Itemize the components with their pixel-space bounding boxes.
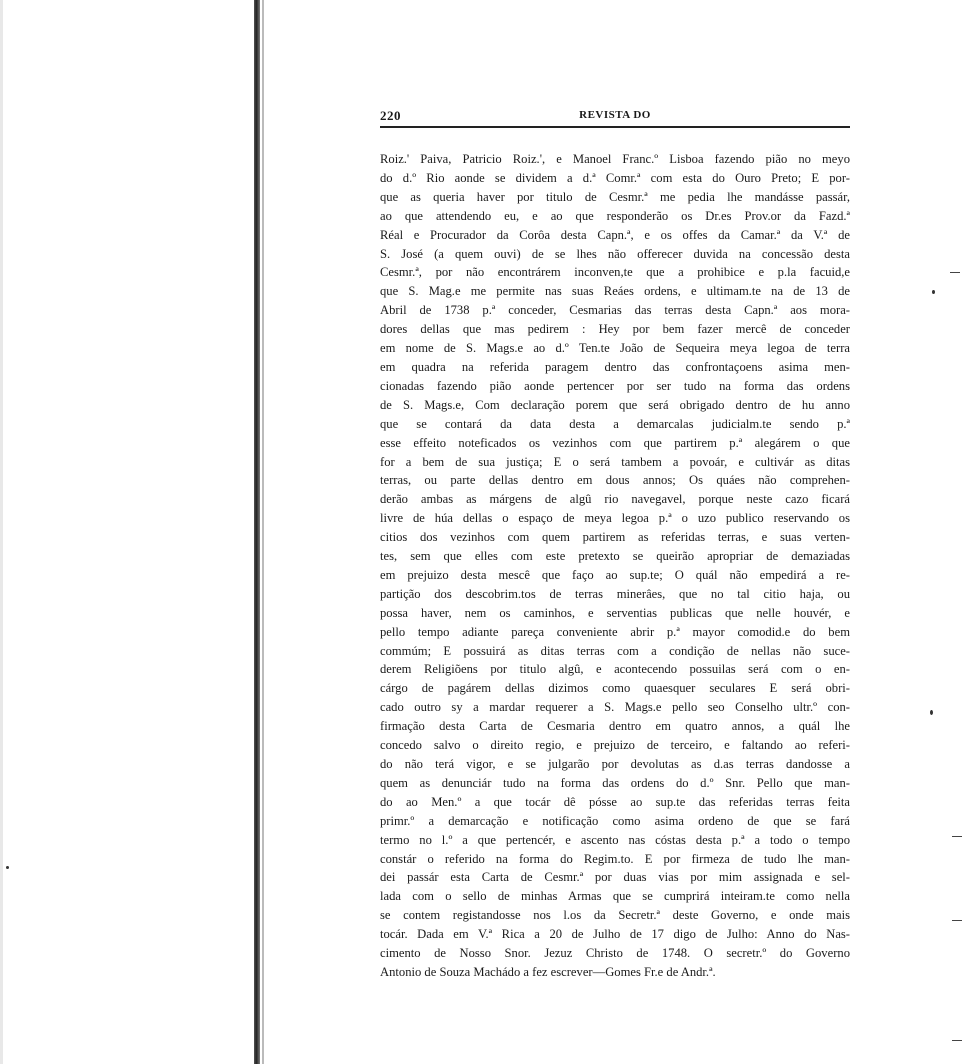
text-line: do ao Men.º a que tocár dê pósse ao sup.te das referidas terras feita: [380, 794, 850, 809]
text-line: lada com o sello de minhas Armas que se cumprirá inteiram.te como nella: [380, 889, 850, 904]
text-line: derem Religiõens por titulo algû, e acontecendo possuilas será com o en-: [380, 662, 850, 677]
document-page: [380, 108, 850, 982]
text-line: se contem registandosse nos l.os da Secretr.ª deste Governo, e onde mais: [380, 908, 850, 923]
text-line: termo no l.º a que pertencér, e ascento nas cóstas desta p.ª a todo o tempo: [380, 832, 850, 847]
text-line: concedo salvo o direito regio, e prejuizo de terceiro, e faltando ao referi-: [380, 738, 850, 753]
text-line: que S. Mag.e me permite nas suas Reáes ordens, e ultimam.te na de 13 de: [380, 284, 850, 299]
page-left-edge: [0, 0, 3, 1064]
book-gutter-shadow: [254, 0, 260, 1064]
text-line: cionadas fazendo pião aonde pertencer por ser tudo na forma das ordens: [380, 378, 850, 393]
text-line: possa haver, nem os caminhos, e serventias publicas que nelle houvér, e: [380, 605, 850, 620]
text-line: partição dos descobrim.tos de terras minerâes, que no tal citio haja, ou: [380, 586, 850, 601]
text-line: do d.º Rio aonde se dividem a d.ª Comr.ª com esta do Ouro Preto; E por-: [380, 170, 850, 185]
text-line: de S. Mags.e, Com declaração porem que será obrigado dentro de hu anno: [380, 397, 850, 412]
scan-speck: [6, 866, 9, 869]
text-line: pello tempo adiante pareça conveniente abrir p.ª mayor comodid.e do bem: [380, 624, 850, 639]
text-line: ao que attendendo eu, e ao que responderão os Dr.es Prov.or da Fazd.ª: [380, 208, 850, 223]
scan-mark: [950, 272, 960, 273]
text-line: tes, sem que elles com este pretexto se queirão apropriar de demaziadas: [380, 549, 850, 564]
text-line: em quadra na referida paragem dentro das confrontaçoens asima men-: [380, 359, 850, 374]
text-line: cimento de Nosso Snor. Jezuz Christo de 1748. O secretr.º do Governo: [380, 946, 850, 961]
text-line: quem as denunciár tudo na forma das ordens do d.º Snr. Pello que man-: [380, 775, 850, 790]
text-line: S. José (a quem ouvi) de se lhes não offerecer duvida na concessão desta: [380, 246, 850, 261]
text-line: Roiz.' Paiva, Patricio Roiz.', e Manoel Franc.º Lisboa fazendo pião no meyo: [380, 152, 850, 166]
page-number: 220: [380, 108, 401, 123]
scan-mark: [952, 836, 962, 837]
text-line: citios dos vezinhos com quem partirem as referidas terras, e suas verten-: [380, 530, 850, 545]
text-line: Cesmr.ª, por não encontrárem inconven,te que a prohibice e p.la facuid,e: [380, 265, 850, 280]
text-line: derão ambas as márgens de algû rio navegavel, porque neste cazo ficará: [380, 492, 850, 507]
text-line: tocár. Dada em V.ª Rica a 20 de Julho de 17 digo de Julho: Anno do Nas-: [380, 927, 850, 942]
scan-speck: [932, 290, 935, 294]
text-line: terras, ou parte dellas dentro em dous annos; Os quáes não comprehen-: [380, 473, 850, 488]
text-line: cárgo de pagárem dellas dizimos como quaesquer seculares E será obri-: [380, 681, 850, 696]
text-line: for a bem de sua justiça; E o será tambem a povoár, e cultivár as ditas: [380, 454, 850, 469]
text-line: cado outro sy a mardar requerer a S. Mags.e pello seo Conselho ultr.º con-: [380, 700, 850, 715]
scan-mark: [952, 1040, 962, 1041]
running-title: REVISTA DO: [579, 109, 651, 121]
text-line: Antonio de Souza Machádo a fez escrever—Gomes Fr.e de Andr.ª.: [380, 964, 716, 979]
text-line: dores dellas que mas pedirem : Hey por bem fazer mercê de conceder: [380, 322, 850, 337]
text-line: Réal e Procurador da Corôa desta Capn.ª, e os offes da Camar.ª da V.ª de: [380, 227, 850, 242]
scan-speck: [930, 710, 933, 715]
text-line: primr.º a demarcação e notificação como asima ordeno de que se fará: [380, 813, 850, 828]
text-line: esse effeito noteficados os vezinhos com que partirem p.ª alegárem o que: [380, 435, 850, 450]
body-text: [380, 150, 850, 982]
text-line: constár o referido na forma do Regim.to. E por firmeza de tudo lhe man-: [380, 851, 850, 866]
text-line: do não terá vigor, e se julgarão por devolutas as d.as terras dandosse a: [380, 757, 850, 771]
text-line: livre de húa dellas o espaço de meya legoa p.ª o uzo publico reservando os: [380, 511, 850, 526]
text-line: commúm; E possuirá as ditas terras com a condição de nellas não suce-: [380, 643, 850, 658]
text-line: que se contará da data desta a demarcalas judicialm.te sendo p.ª: [380, 416, 850, 431]
running-header: [380, 108, 850, 128]
text-line: em nome de S. Mags.e ao d.º Ten.te João de Sequeira meya legoa de terra: [380, 341, 850, 356]
text-line: em prejuizo desta mescê que faço ao sup.te; O quál não empedirá a re-: [380, 567, 850, 582]
text-line: que as queria haver por titulo de Cesmr.ª me pedia lhe mandásse passár,: [380, 189, 850, 204]
text-line: Abril de 1738 p.ª conceder, Cesmarias das terras desta Capn.ª aos mora-: [380, 303, 850, 318]
text-line: dei passár esta Carta de Cesmr.ª por duas vias por mim assignada e sel-: [380, 870, 850, 885]
text-line: firmação desta Carta de Cesmaria dentro em quatro annos, a quál lhe: [380, 719, 850, 734]
book-gutter-line: [262, 0, 264, 1064]
scan-mark: [952, 920, 962, 921]
